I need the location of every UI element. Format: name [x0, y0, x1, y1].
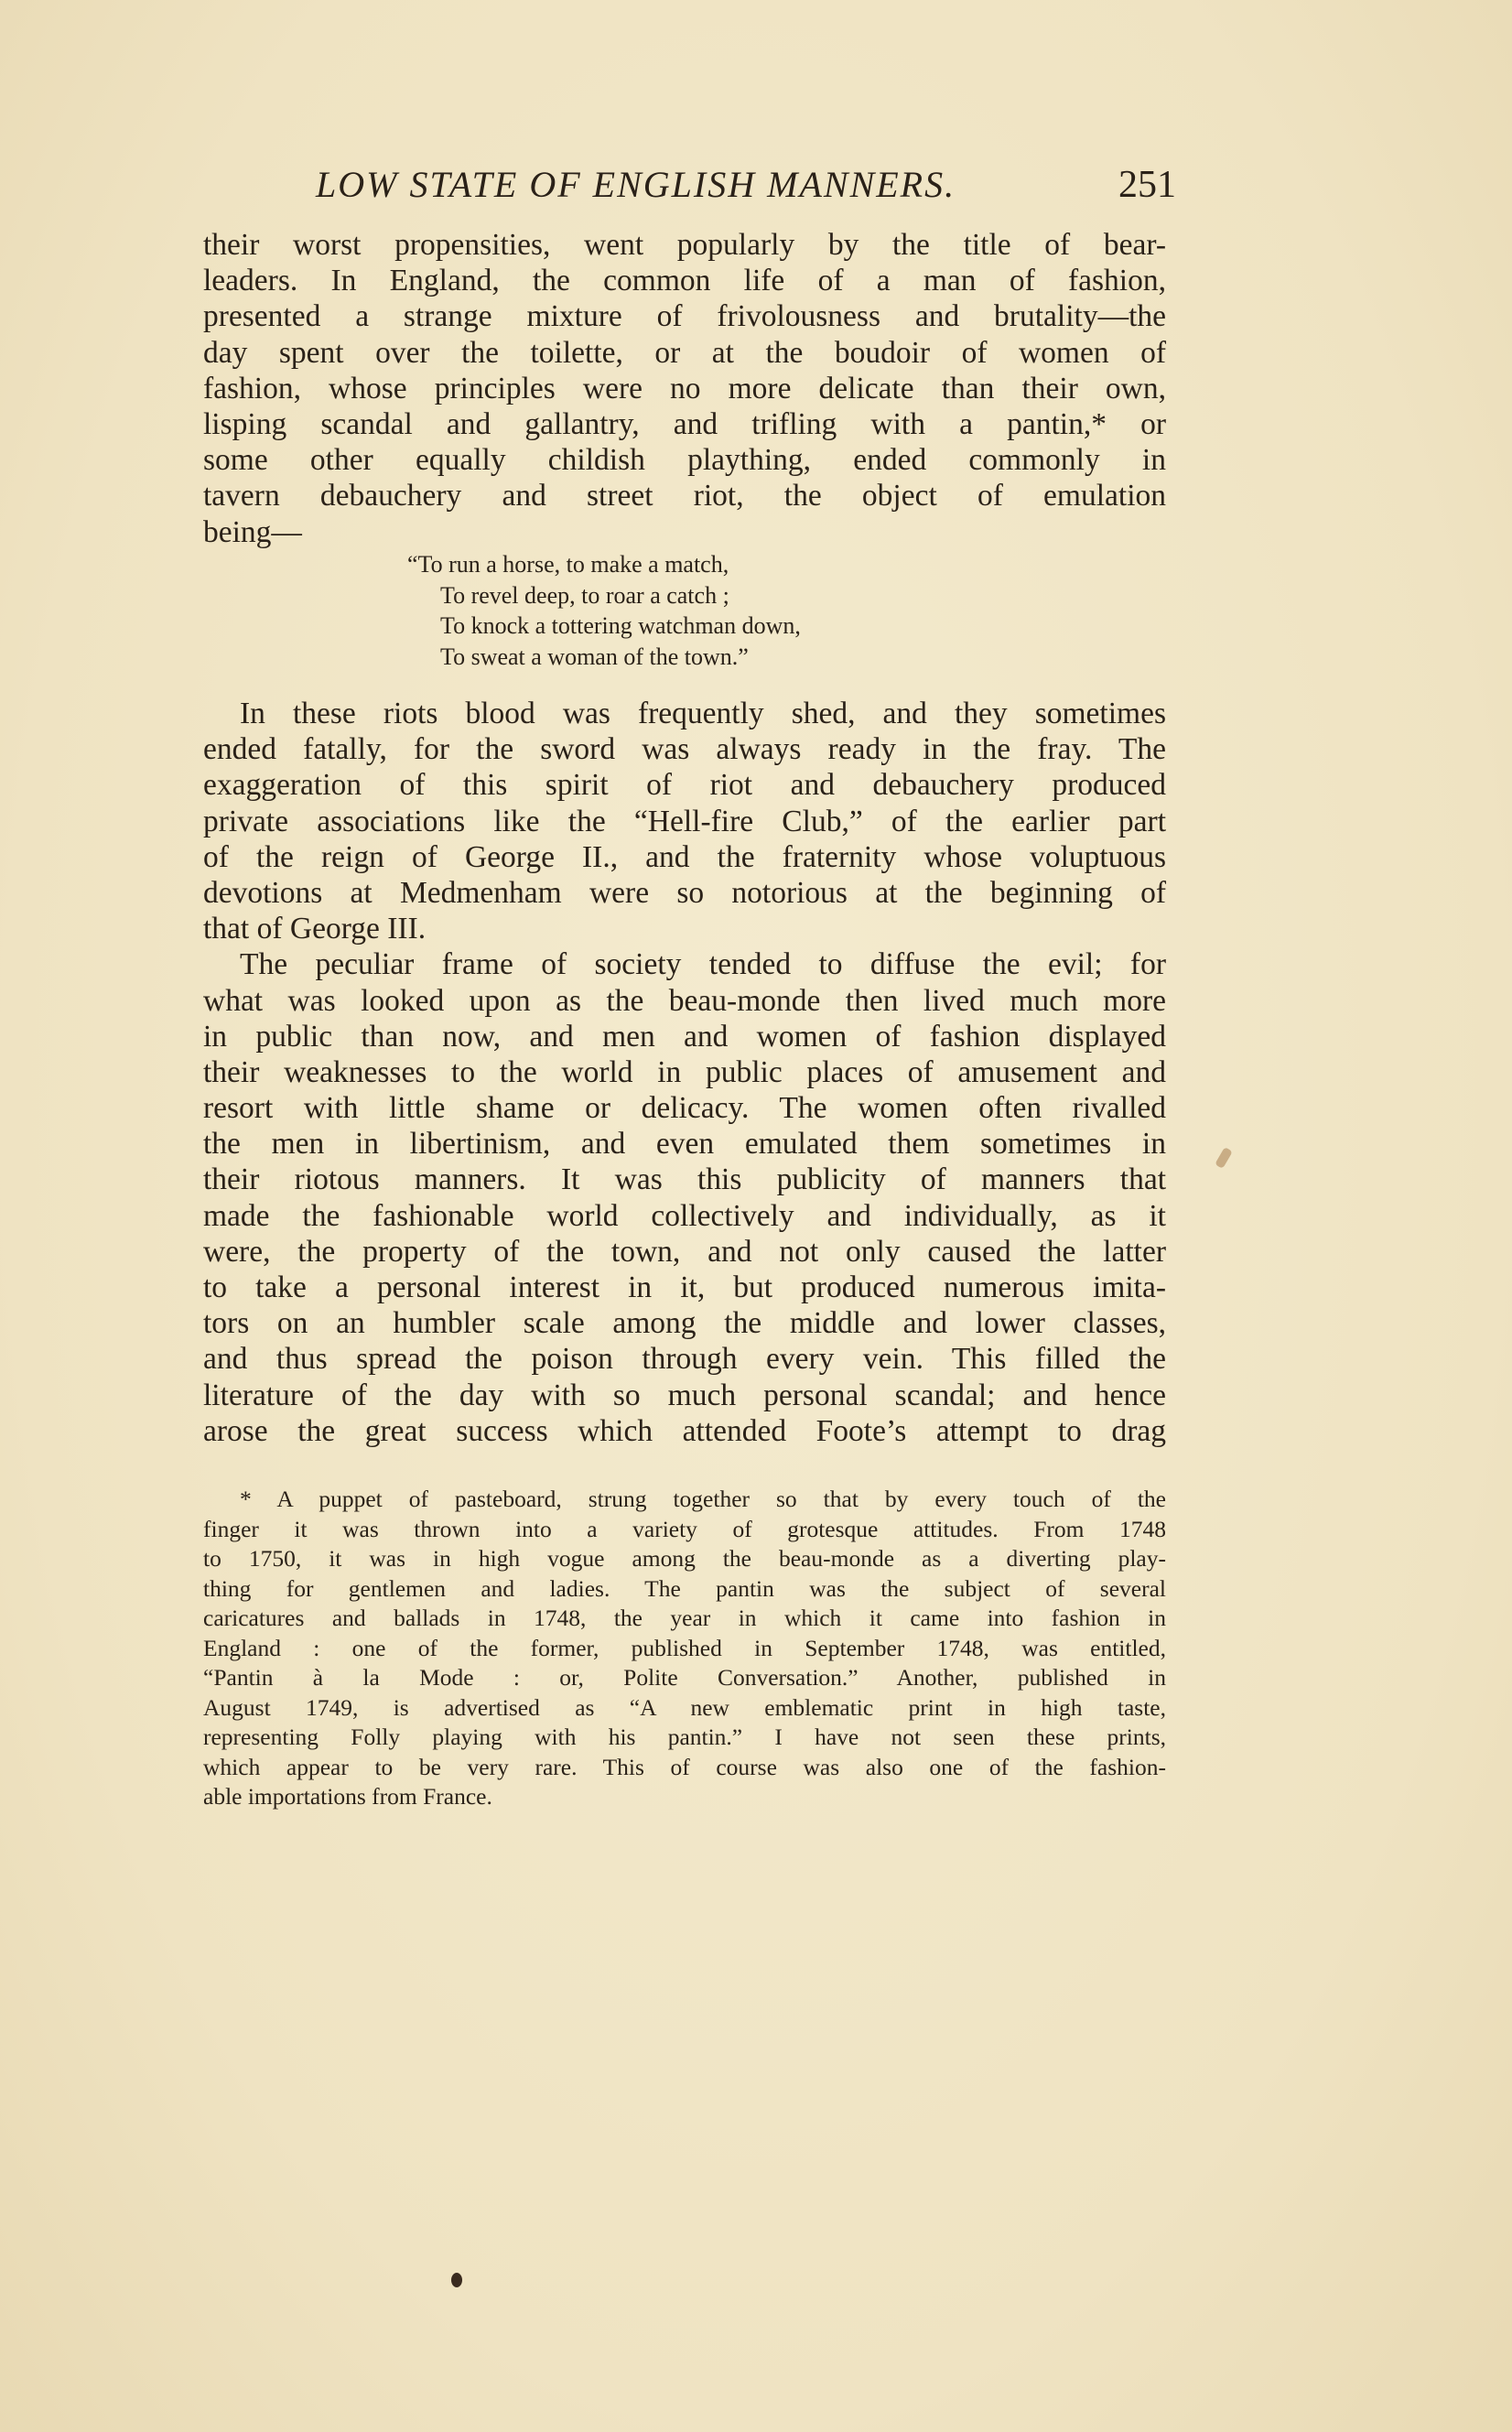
ink-speck [451, 2273, 462, 2287]
text-line: the men in libertinism, and even emulated them sometimes in [203, 1127, 1166, 1162]
footnote-line: to 1750, it was in high vogue among the beau-monde as a diverting play- [203, 1545, 1166, 1572]
running-header [316, 163, 1176, 209]
footnote-line: August 1749, is advertised as “A new emblematic print in high taste, [203, 1693, 1166, 1721]
text-line: literature of the day with so much personal scandal; and hence [203, 1378, 1166, 1412]
text-line: of the reign of George II., and the fraternity whose voluptuous [203, 839, 1166, 874]
text-line: being— [203, 514, 302, 549]
footnote-line: England : one of the former, published in September 1748, was entitled, [203, 1634, 1166, 1661]
text-line: In these riots blood was frequently shed, and they sometimes [240, 697, 1166, 730]
text-line: private associations like the “Hell-fire Club,” of the earlier part [203, 804, 1166, 838]
verse-line: “To run a horse, to make a match, [407, 551, 729, 578]
verse-line: To knock a tottering watchman down, [440, 612, 801, 640]
text-line: presented a strange mixture of frivolousness and brutality—the [203, 299, 1166, 334]
footnote-line: which appear to be very rare. This of course was also one of the fashion- [203, 1753, 1166, 1780]
verse-line: To sweat a woman of the town.” [440, 643, 749, 670]
running-title: LOW STATE OF ENGLISH MANNERS. [316, 164, 956, 205]
paper-blemish [1215, 1147, 1233, 1169]
footnote [203, 1485, 1166, 1812]
text-line: arose the great success which attended Foote’s attempt to drag [203, 1413, 1166, 1448]
footnote-line: caricatures and ballads in 1748, the year in which it came into fashion in [203, 1605, 1166, 1631]
footnote-line: able importations from France. [203, 1783, 492, 1810]
text-line: that of George III. [203, 912, 427, 946]
verse-quotation [407, 549, 801, 672]
text-line: ended fatally, for the sword was always ready in the fray. The [203, 732, 1166, 767]
text-line: exaggeration of this spirit of riot and debauchery produced [203, 768, 1166, 803]
page-number: 251 [1118, 164, 1176, 206]
verse-line: To revel deep, to roar a catch ; [440, 581, 729, 609]
text-line: and thus spread the poison through every vein. This filled the [203, 1342, 1166, 1377]
text-line: to take a personal interest in it, but produced numerous imita- [203, 1270, 1166, 1304]
text-line: their worst propensities, went popularly by the title of bear- [203, 228, 1166, 262]
text-line: leaders. In England, the common life of a man of fashion, [203, 264, 1166, 298]
footnote-line: thing for gentlemen and ladies. The pantin was the subject of several [203, 1574, 1166, 1602]
text-line: resort with little shame or delicacy. The women often rivalled [203, 1091, 1166, 1126]
text-line: their riotous manners. It was this publicity of manners that [203, 1162, 1166, 1197]
footnote-line: “Pantin à la Mode : or, Polite Conversation.” Another, published in [203, 1664, 1166, 1691]
text-line: lisping scandal and gallantry, and trifling with a pantin,* or [203, 406, 1166, 441]
text-line: fashion, whose principles were no more delicate than their own, [203, 371, 1166, 405]
text-line: were, the property of the town, and not only caused the latter [203, 1234, 1166, 1269]
text-line: what was looked upon as the beau-monde then lived much more [203, 983, 1166, 1018]
text-line: made the fashionable world collectively and individually, as it [203, 1198, 1166, 1233]
text-line: in public than now, and men and women of fashion displayed [203, 1019, 1166, 1054]
paragraph-1 [203, 227, 1166, 550]
paragraph-2-and-3 [203, 696, 1166, 1449]
text-line: tavern debauchery and street riot, the object of emulation [203, 479, 1166, 513]
text-line: tors on an humbler scale among the middle and lower classes, [203, 1306, 1166, 1341]
footnote-line: * A puppet of pasteboard, strung together so that by every touch of the [240, 1486, 1166, 1512]
text-line: The peculiar frame of society tended to diffuse the evil; for [240, 947, 1166, 982]
text-line: devotions at Medmenham were so notorious at the beginning of [203, 875, 1166, 910]
text-line: their weaknesses to the world in public places of amusement and [203, 1054, 1166, 1089]
footnote-line: finger it was thrown into a variety of grotesque attitudes. From 1748 [203, 1515, 1166, 1542]
footnote-line: representing Folly playing with his pantin.” I have not seen these prints, [203, 1724, 1166, 1750]
text-line: some other equally childish plaything, ended commonly in [203, 443, 1166, 478]
text-line: day spent over the toilette, or at the boudoir of women of [203, 335, 1166, 370]
